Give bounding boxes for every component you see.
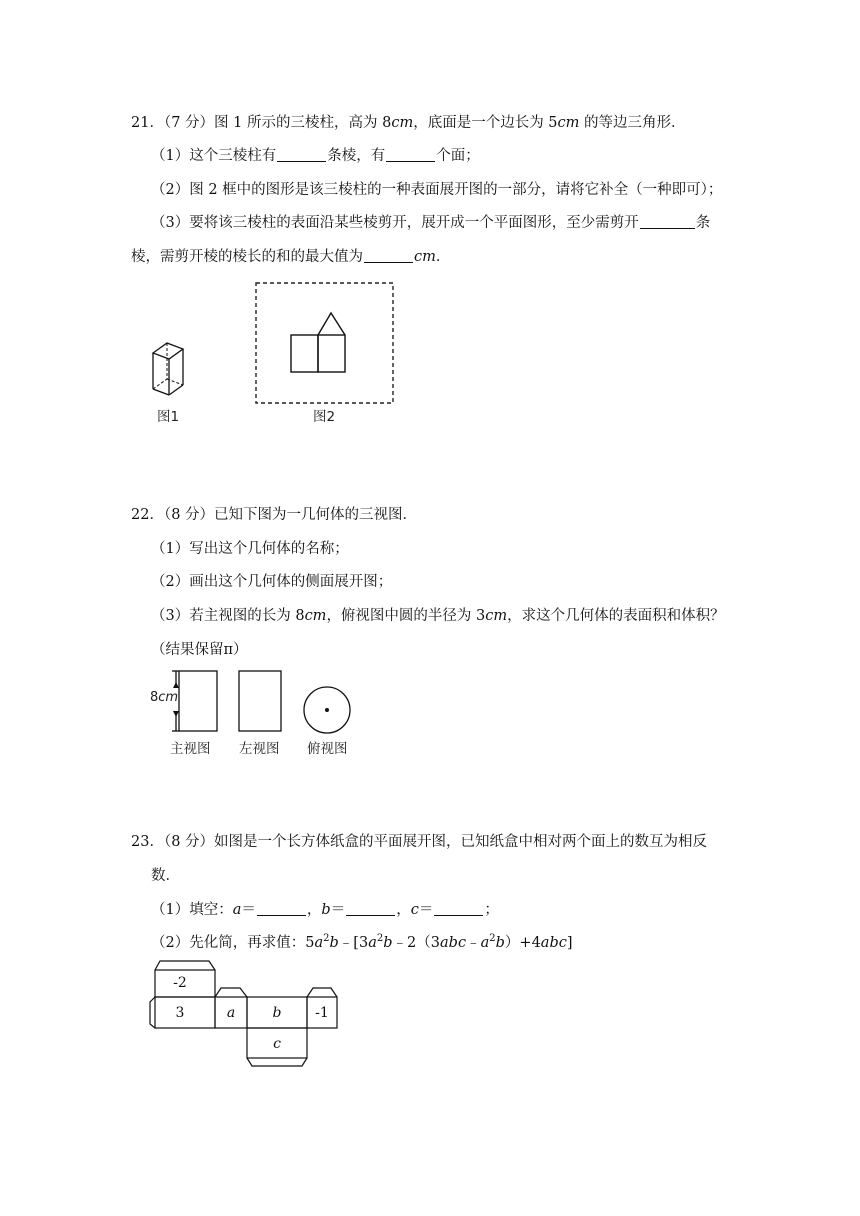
figure1-caption: 图1 [157,409,180,425]
net-cell: 3 [175,1005,185,1021]
q22-p3-a: （3）若主视图的长为 8 [151,608,305,624]
answer-blank[interactable] [346,901,395,916]
dim-unit: cm [158,690,179,705]
net-cell: -2 [173,975,187,991]
q23-part1 [151,900,499,920]
figure1-prism [145,335,195,415]
dimension-label [150,690,178,705]
q23-stem [131,832,707,852]
net-cell: a [226,1005,236,1021]
top-view-caption: 俯视图 [307,741,348,757]
equals: ＝ [418,902,434,918]
q21-part1 [151,146,480,166]
figure2-net [255,282,395,407]
unit-cm: cm [304,608,327,624]
q21-p3-b: 条 [695,215,711,231]
q23-part2 [151,933,573,953]
left-view-caption: 左视图 [239,741,280,757]
net-cell: -1 [315,1005,329,1021]
q23-stem-a: 如图是一个长方体纸盒的平面展开图，已知纸盒中相对两个面上的数互为相反 [214,834,708,850]
q22-part2: （2）画出这个几何体的侧面展开图； [151,574,393,590]
q21-p1-a: （1）这个三棱柱有 [151,148,277,164]
equals: ＝ [241,902,256,918]
q21-p3-d: ． [435,249,451,265]
end-mark: ； [484,902,499,918]
unit-cm: cm [485,608,508,624]
net-cell: b [272,1005,282,1021]
unit-cm: cm [557,115,580,131]
q22-p3-b: ，俯视图中圆的半径为 3 [326,608,486,624]
q23-points: （8 分） [163,834,215,850]
equals: ＝ [330,902,346,918]
q21-p1-b: 条棱，有 [327,148,386,164]
q21-stem-a: 图 1 所示的三棱柱，高为 8 [214,115,392,131]
q22-number: 22． [131,507,164,523]
answer-blank[interactable] [640,214,695,229]
front-view-caption: 主视图 [170,741,211,757]
q23-number: 23． [131,834,164,850]
unit-cm: cm [391,115,414,131]
separator: ， [396,902,411,918]
var-c: c [410,902,419,918]
q21-part3 [151,213,710,233]
q22-part1: （1）写出这个几何体的名称； [151,541,349,557]
q22-stem-text: 已知下图为一几何体的三视图． [214,507,418,523]
q21-stem [131,113,686,133]
q22-stem [131,505,417,525]
net-cell: c [273,1036,281,1052]
q21-p3-c: 棱，需剪开棱的棱长的和的最大值为 [131,249,363,265]
q21-p3-a: （3）要将该三棱柱的表面沿某些棱剪开，展开成一个平面图形，至少需剪开 [151,215,639,231]
q23-p1-a: （1）填空： [151,902,233,918]
q21-stem-b: ，底面是一个边长为 5 [413,115,558,131]
q22-part3 [151,606,725,626]
q22-points: （8 分） [163,507,215,523]
unit-cm: cm [414,249,436,265]
q23-p2-a: （2）先化简，再求值： [151,935,306,951]
answer-blank[interactable] [257,901,306,916]
dim-number: 8 [150,690,159,705]
q21-number: 21． [131,115,164,131]
q21-stem-c: 的等边三角形． [579,115,686,131]
q23-expression: $5a^2b﹣[3a^2b﹣2(3abc﹣a^2b)+4abc]$ [305,933,573,951]
q22-note: （结果保留π） [151,642,248,658]
q21-part3-cont [131,247,450,267]
q21-part2: （2）图 2 框中的图形是该三棱柱的一种表面展开图的一部分，请将它补全（一种即可）； [151,182,723,198]
answer-blank[interactable] [434,901,483,916]
q21-points: （7 分） [163,115,215,131]
answer-blank[interactable] [386,147,435,162]
q23-stem-cont: 数． [151,868,180,884]
var-b: b [321,902,331,918]
figure2-caption: 图2 [313,409,336,425]
answer-blank[interactable] [277,147,326,162]
separator: ， [306,902,322,918]
answer-blank[interactable] [364,248,413,263]
var-a: a [232,902,242,918]
three-views-figure [148,668,368,738]
q21-p1-c: 个面； [436,148,480,164]
q22-p3-c: ，求这个几何体的表面积和体积？ [507,608,725,624]
